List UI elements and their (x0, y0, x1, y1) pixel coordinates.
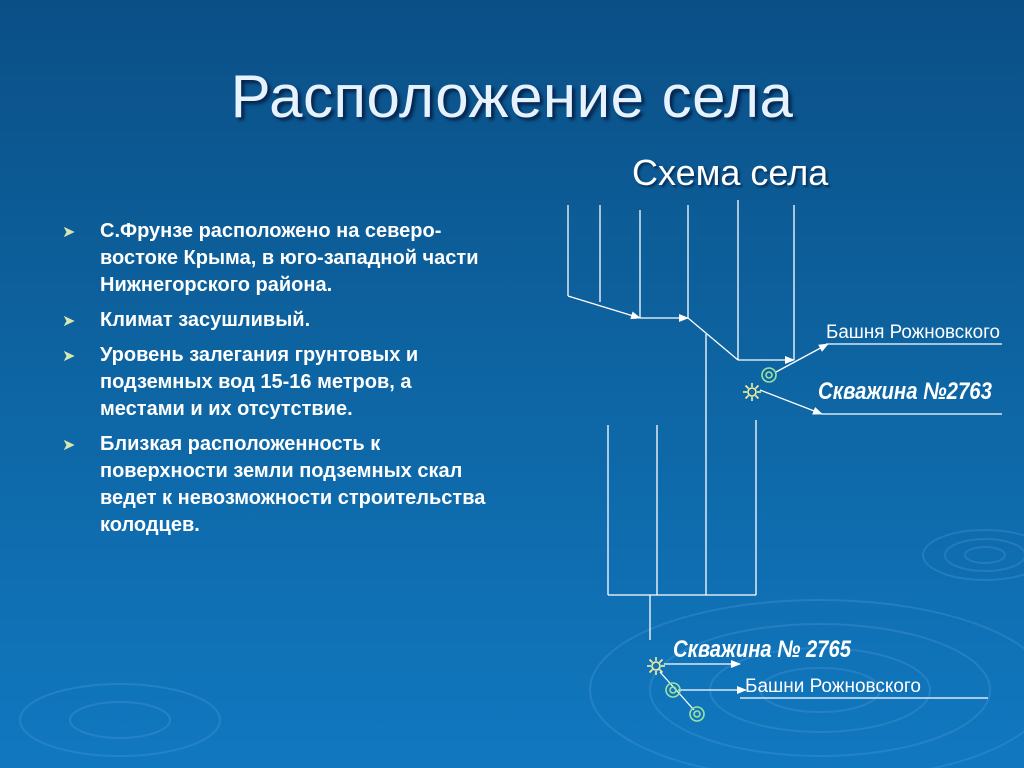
arrow-bullet-icon: ➤ (62, 313, 76, 330)
water-tower-icon (690, 707, 704, 721)
bullet-text: Уровень залегания грунтовых и подземных вод 15-16 метров, а местами и их отсутствие. (100, 344, 419, 420)
well-label-top: Скважина №2763 (818, 378, 993, 405)
well-icon (743, 383, 761, 401)
arrow-bullet-icon: ➤ (62, 224, 76, 241)
well-icon (647, 657, 665, 675)
tower-label-bottom: Башни Рожновского (745, 676, 921, 697)
arrow-bullet-icon: ➤ (62, 437, 76, 454)
well-label-bottom: Скважина № 2765 (673, 636, 852, 663)
water-tower-icon (762, 368, 776, 382)
street-lines-bottom (608, 420, 756, 640)
bullet-text: Близкая расположенность к поверхности земли подземных скал ведет к невозможности строительства колодцев. (100, 433, 486, 536)
tower-label-top: Башня Рожновского (826, 322, 1000, 343)
diagram-subtitle: Схема села (632, 152, 829, 193)
slide-title: Расположение села (230, 63, 794, 130)
water-tower-icon (666, 683, 680, 697)
arrow-bullet-icon: ➤ (62, 348, 76, 365)
bullet-text: Климат засушливый. (100, 309, 311, 331)
street-lines-top (568, 200, 794, 595)
bullet-text: С.Фрунзе расположено на северо-востоке Крыма, в юго-западной части Нижнегорского района. (100, 220, 479, 296)
